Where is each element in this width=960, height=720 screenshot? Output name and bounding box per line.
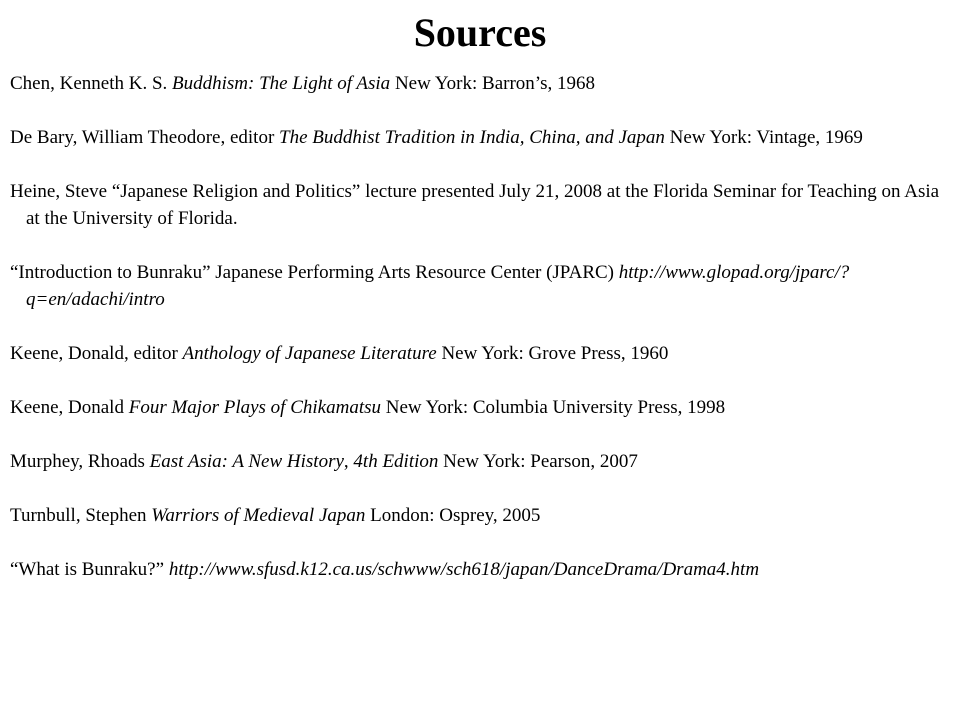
entry-edition: 4th Edition [353,451,439,472]
entry-title: East Asia: A New History [149,451,344,472]
entry-text: Heine, Steve “Japanese Religion and Politics” lecture presented July 21, 2008 at the Florida Seminar for Teaching on Asia at the University of Florida. [10,181,940,229]
entry-publisher: New York: Vintage, 1969 [664,127,863,148]
source-entry-chen [10,70,945,97]
entry-text: Murphey, Rhoads [10,451,150,472]
page-title: Sources [413,10,547,55]
entry-publisher: London: Osprey, 2005 [365,505,541,526]
entry-text: “What is Bunraku?” [10,559,169,580]
entry-publisher: New York: Grove Press, 1960 [436,343,669,364]
entry-text: Chen, Kenneth K. S. [10,73,173,94]
entry-title: Anthology of Japanese Literature [182,343,437,364]
source-entry-jparc [10,259,945,313]
source-entry-keene-plays [10,394,945,421]
entry-text: Turnbull, Stephen [10,505,152,526]
entry-separator: , [343,451,354,472]
entry-title: Warriors of Medieval Japan [151,505,366,526]
entry-text: Keene, Donald [10,397,129,418]
entry-text: De Bary, William Theodore, editor [10,127,280,148]
entry-text: Keene, Donald, editor [10,343,183,364]
entry-text: “Introduction to Bunraku” Japanese Performing Arts Resource Center (JPARC) [10,262,619,283]
entry-url: http://www.sfusd.k12.ca.us/schwww/sch618/japan/DanceDrama/Drama4.htm [168,559,760,580]
source-entry-heine [10,178,945,232]
entry-title: Buddhism: The Light of Asia [172,73,391,94]
source-entry-what-is-bunraku [10,556,945,583]
entry-publisher: New York: Pearson, 2007 [438,451,638,472]
source-entry-keene-anthology [10,340,945,367]
entry-title: The Buddhist Tradition in India, China, and Japan [279,127,665,148]
source-entry-turnbull [10,502,945,529]
entry-url: http://www.glopad.org/jparc/?q=en/adachi/intro [26,262,850,310]
entry-title: Four Major Plays of Chikamatsu [128,397,381,418]
source-entry-de-bary [10,124,945,151]
source-entry-murphey [10,448,945,475]
entry-publisher: New York: Columbia University Press, 1998 [381,397,726,418]
sources-list [10,70,945,610]
entry-publisher: New York: Barron’s, 1968 [390,73,595,94]
